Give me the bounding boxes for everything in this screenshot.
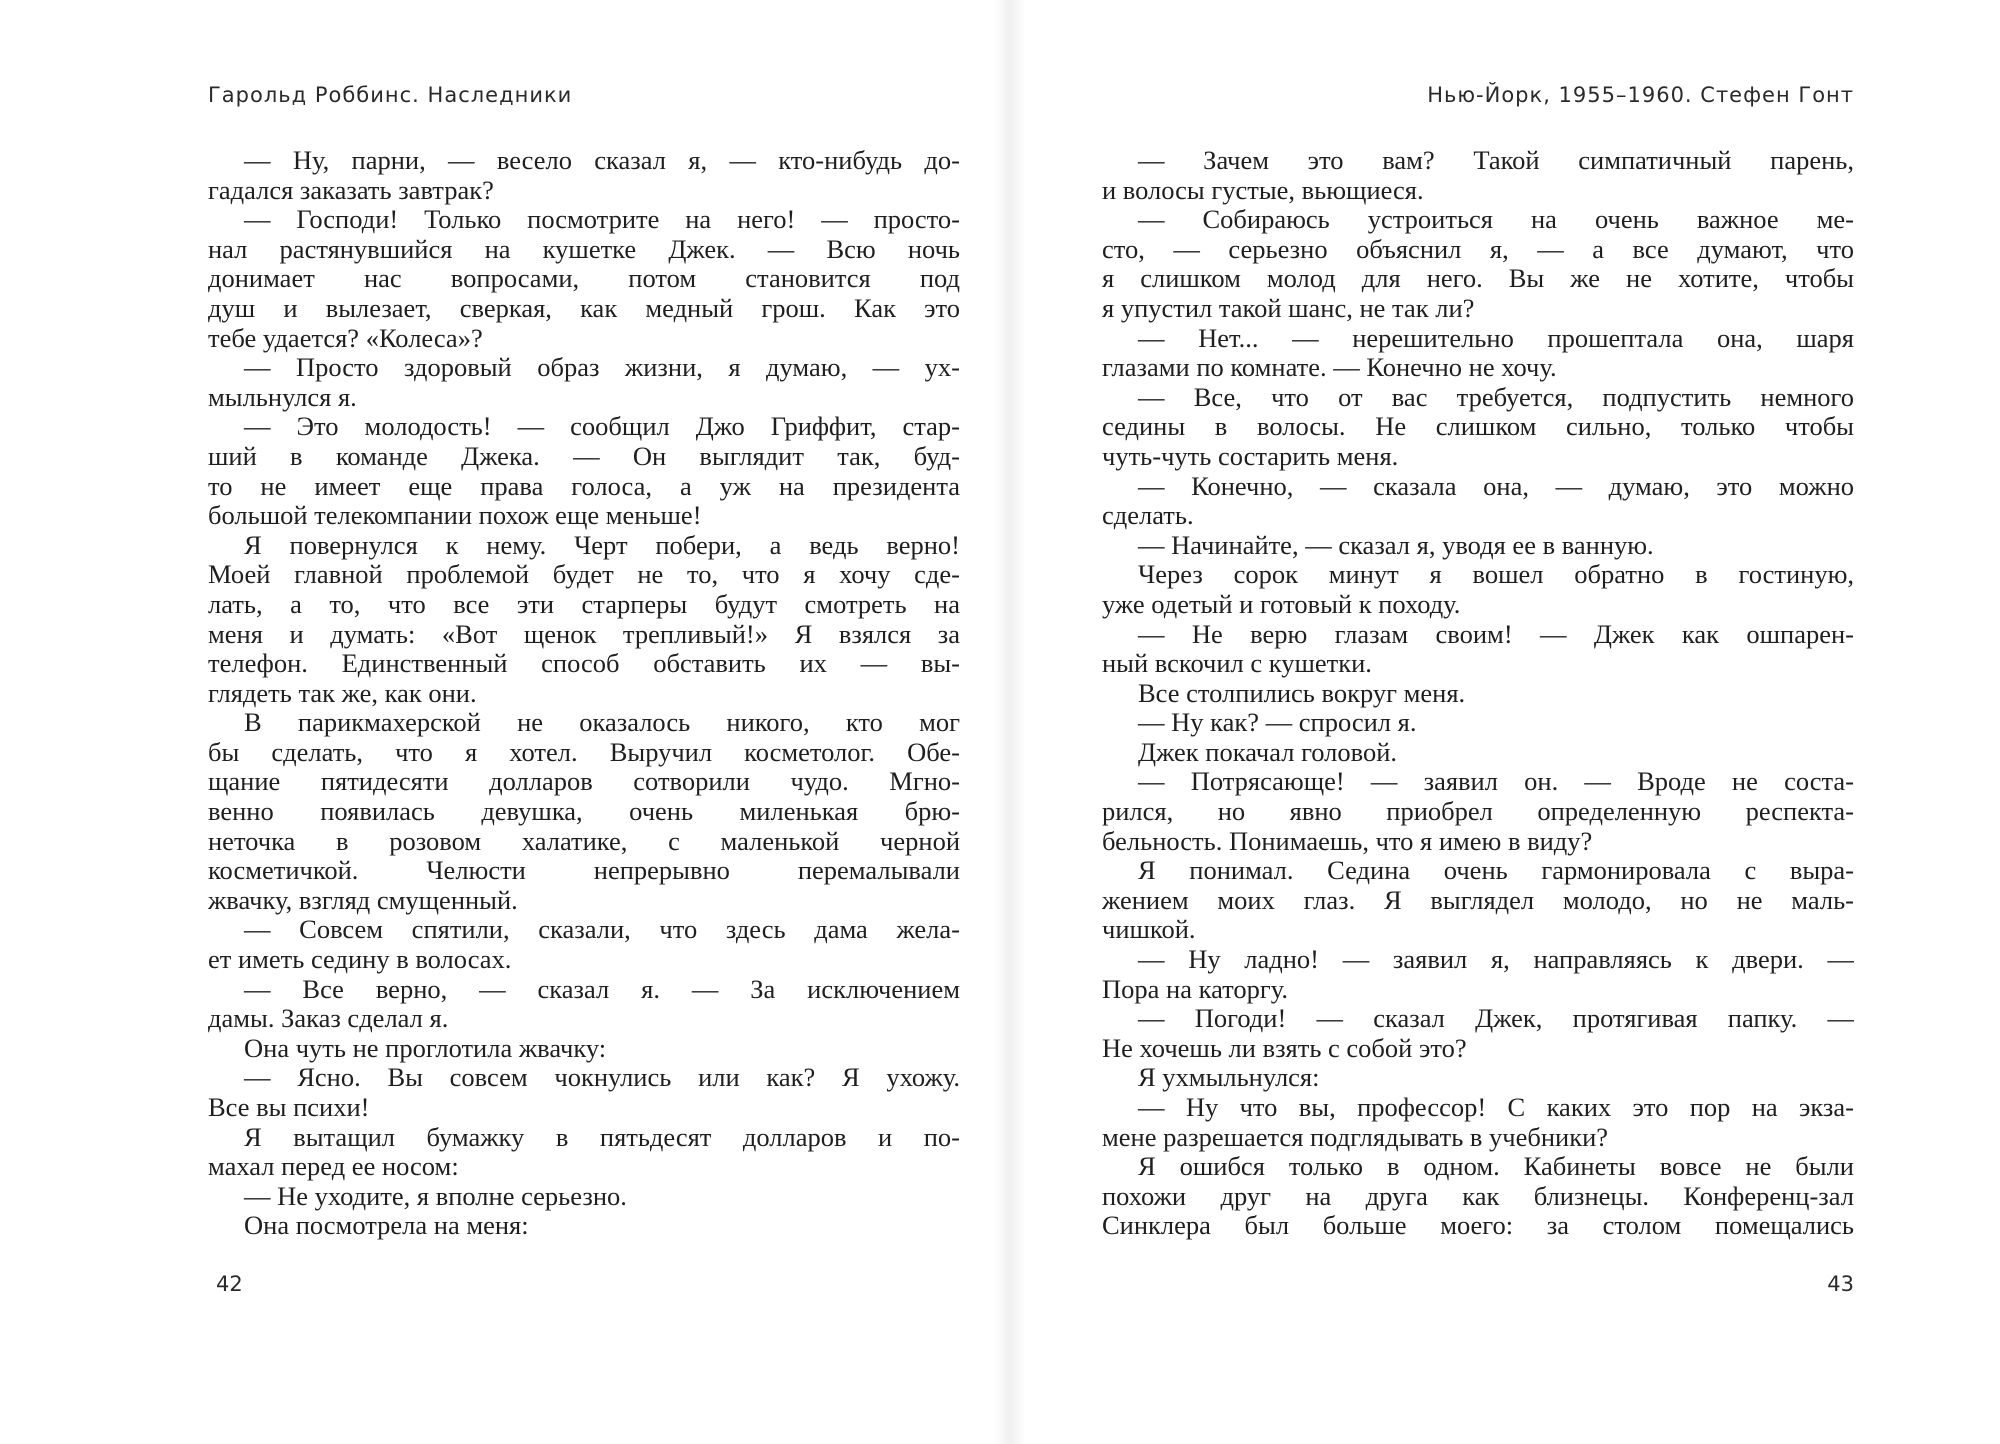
- text-line: чуть-чуть состарить меня.: [1102, 441, 1399, 471]
- text-line: — Господи! Только посмотрите на него! — просто-: [244, 205, 960, 235]
- text-line: Синклера был больше моего: за столом помещались: [1102, 1211, 1854, 1241]
- text-line: я слишком молод для него. Вы же не хотите, чтобы: [1102, 264, 1854, 294]
- text-line: бы сделать, что я хотел. Выручил косметолог. Обе-: [208, 737, 960, 767]
- text-line: косметичкой. Челюсти непрерывно перемалывали: [208, 856, 960, 886]
- text-line: жением моих глаз. Я выглядел молодо, но не маль-: [1102, 885, 1854, 915]
- text-line: Я повернулся к нему. Черт побери, а ведь верно!: [244, 530, 960, 560]
- text-line: рился, но явно приобрел определенную респекта-: [1102, 797, 1854, 827]
- text-line: — Конечно, — сказала она, — думаю, это можно: [1138, 471, 1854, 501]
- text-line: бельность. Понимаешь, что я имею в виду?: [1102, 826, 1593, 856]
- text-line: — Ну что вы, профессор! С каких это пор на экза-: [1138, 1093, 1854, 1122]
- text-line: Я ухмыльнулся:: [1138, 1063, 1320, 1093]
- text-line: дамы. Заказ сделал я.: [208, 1004, 449, 1034]
- text-line: сделать.: [1102, 501, 1194, 531]
- text-line: глазами по комнате. — Конечно не хочу.: [1102, 353, 1557, 383]
- text-line: — Все, что от вас требуется, подпустить немного: [1138, 382, 1854, 412]
- text-line: — Начинайте, — сказал я, уводя ее в ванную.: [1138, 530, 1654, 560]
- text-line: меня и думать: «Вот щенок трепливый!» Я взялся за: [208, 619, 960, 649]
- text-line: Я понимал. Седина очень гармонировала с выра-: [1138, 856, 1854, 886]
- text-line: то не имеет еще права голоса, а уж на президента: [208, 471, 960, 501]
- text-line: В парикмахерской не оказалось никого, кто мог: [244, 708, 960, 738]
- text-line: Не хочешь ли взять с собой это?: [1102, 1033, 1467, 1063]
- text-line: душ и вылезает, сверкая, как медный грош. Как это: [208, 293, 960, 323]
- text-line: сто, — серьезно объяснил я, — а все думают, что: [1102, 234, 1854, 264]
- text-line: — Ясно. Вы совсем чокнулись или как? Я ухожу.: [244, 1063, 960, 1093]
- text-line: нал растянувшийся на кушетке Джек. — Всю ночь: [208, 234, 960, 264]
- text-line: чишкой.: [1102, 915, 1196, 945]
- page-number-left: 42: [216, 1272, 243, 1296]
- text-line: лать, а то, что все эти старперы будут смотреть на: [208, 589, 960, 619]
- text-line: гадался заказать завтрак?: [208, 175, 494, 205]
- right-page-text: [1102, 146, 1854, 1241]
- text-line: — Ну ладно! — заявил я, направляясь к двери. —: [1138, 945, 1854, 975]
- left-page: [208, 0, 960, 1444]
- text-line: донимает нас вопросами, потом становится под: [208, 264, 960, 294]
- text-line: Она посмотрела на меня:: [244, 1211, 529, 1241]
- text-line: — Не уходите, я вполне серьезно.: [244, 1181, 627, 1211]
- text-line: — Не верю глазам своим! — Джек как ошпарен-: [1138, 619, 1854, 649]
- left-page-text: [208, 146, 960, 1241]
- text-line: Я вытащил бумажку в пятьдесят долларов и по-: [244, 1122, 960, 1152]
- book-gutter: [995, 0, 1025, 1444]
- text-line: — Нет... — нерешительно прошептала она, шаря: [1138, 323, 1854, 353]
- page-number-right: 43: [1827, 1272, 1854, 1296]
- text-line: Пора на каторгу.: [1102, 974, 1288, 1004]
- text-line: большой телекомпании похож еще меньше!: [208, 501, 702, 531]
- text-line: седины в волосы. Не слишком сильно, только чтобы: [1102, 412, 1854, 442]
- text-line: Моей главной проблемой будет не то, что я хочу сде-: [208, 560, 960, 590]
- text-line: тебе удается? «Колеса»?: [208, 323, 483, 353]
- text-line: — Ну, парни, — весело сказал я, — кто-нибудь до-: [244, 146, 960, 175]
- text-line: — Все верно, — сказал я. — За исключением: [244, 974, 960, 1004]
- text-line: телефон. Единственный способ обставить их — вы-: [208, 649, 960, 679]
- text-line: мыльнулся я.: [208, 382, 357, 412]
- running-head-left: Гарольд Роббинс. Наследники: [208, 83, 573, 107]
- text-line: ет иметь седину в волосах.: [208, 945, 512, 975]
- text-line: — Просто здоровый образ жизни, я думаю, — ух-: [244, 353, 960, 383]
- text-line: — Совсем спятили, сказали, что здесь дама жела-: [244, 915, 960, 945]
- right-page: [1102, 0, 1854, 1444]
- text-line: Она чуть не проглотила жвачку:: [244, 1033, 607, 1063]
- text-line: Все вы психи!: [208, 1093, 370, 1122]
- text-line: похожи друг на друга как близнецы. Конференц-зал: [1102, 1181, 1854, 1211]
- text-line: — Зачем это вам? Такой симпатичный парень,: [1138, 146, 1854, 175]
- text-line: махал перед ее носом:: [208, 1152, 459, 1182]
- text-line: Все столпились вокруг меня.: [1138, 678, 1466, 708]
- text-line: — Потрясающе! — заявил он. — Вроде не соста-: [1138, 767, 1854, 797]
- text-line: глядеть так же, как они.: [208, 678, 477, 708]
- text-line: — Собираюсь устроиться на очень важное ме-: [1138, 205, 1854, 235]
- text-line: Я ошибся только в одном. Кабинеты вовсе не были: [1138, 1152, 1854, 1182]
- text-line: щание пятидесяти долларов сотворили чудо. Мгно-: [208, 767, 960, 797]
- text-line: Джек покачал головой.: [1138, 737, 1398, 767]
- text-line: — Погоди! — сказал Джек, протягивая папку. —: [1138, 1004, 1854, 1034]
- text-line: ший в команде Джека. — Он выглядит так, буд-: [208, 441, 960, 471]
- text-line: неточка в розовом халатике, с маленькой черной: [208, 826, 960, 856]
- running-head-right: Нью-Йорк, 1955–1960. Стефен Гонт: [1427, 83, 1854, 107]
- text-line: ный вскочил с кушетки.: [1102, 649, 1372, 679]
- text-line: жвачку, взгляд смущенный.: [208, 885, 518, 915]
- text-line: — Это молодость! — сообщил Джо Гриффит, стар-: [244, 412, 960, 442]
- text-line: я упустил такой шанс, не так ли?: [1102, 293, 1475, 323]
- text-line: Через сорок минут я вошел обратно в гостиную,: [1138, 560, 1854, 590]
- text-line: мене разрешается подглядывать в учебники?: [1102, 1122, 1609, 1152]
- text-line: венно появилась девушка, очень миленькая брю-: [208, 797, 960, 827]
- text-line: уже одетый и готовый к походу.: [1102, 589, 1461, 619]
- text-line: — Ну как? — спросил я.: [1138, 708, 1417, 738]
- text-line: и волосы густые, вьющиеся.: [1102, 175, 1424, 205]
